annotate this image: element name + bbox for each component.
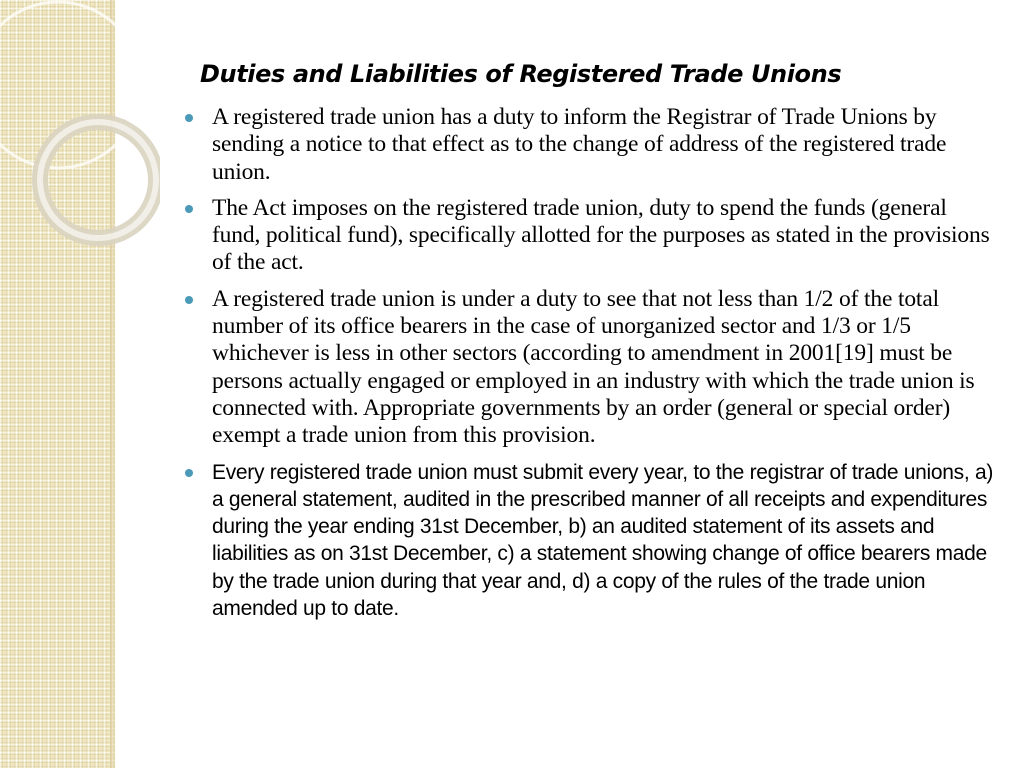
bullet-dot-icon bbox=[185, 296, 193, 304]
bullet-text: The Act imposes on the registered trade union, duty to spend the funds (general fund, political fund), specifically allotted for the purposes as stated in the provisions of the act. bbox=[212, 194, 990, 276]
bullet-text: Every registered trade union must submit every year, to the registrar of trade unions, a) a general statement, audited in the prescribed manner of all receipts and expenditures during the year ending 31st December, b) an audited statement of its assets and liabilities as on 31st December, c) a statement showing change of office bearers made by the trade union during that year and, d) a copy of the rules of the trade union amended up to date. bbox=[212, 460, 994, 621]
bullet-dot-icon bbox=[185, 469, 193, 477]
decorative-side-strip bbox=[0, 0, 115, 768]
bullet-item-3 bbox=[185, 286, 995, 450]
bullet-dot-icon bbox=[185, 114, 193, 122]
bullet-item-4 bbox=[185, 459, 995, 623]
bullet-text: A registered trade union is under a duty to see that not less than 1/2 of the total number of its office bearers in the case of unorganized sector and 1/3 or 1/5 whichever is less in other sectors (according to amendment in 2001[19] must be persons actually engaged or employed in an industry with which the trade union is connected with. Appropriate governments by an order (general or special order) exempt a trade union from this provision. bbox=[212, 285, 975, 449]
bullet-item-1 bbox=[185, 104, 995, 186]
bullet-list bbox=[185, 104, 995, 631]
bullet-text: A registered trade union has a duty to inform the Registrar of Trade Unions by sending a notice to that effect as to the change of address of the registered trade union. bbox=[212, 104, 947, 185]
bullet-dot-icon bbox=[185, 205, 193, 213]
bullet-item-2 bbox=[185, 195, 995, 277]
side-strip-edge bbox=[110, 0, 116, 768]
slide-title: Duties and Liabilities of Registered Trade Unions bbox=[200, 60, 842, 88]
